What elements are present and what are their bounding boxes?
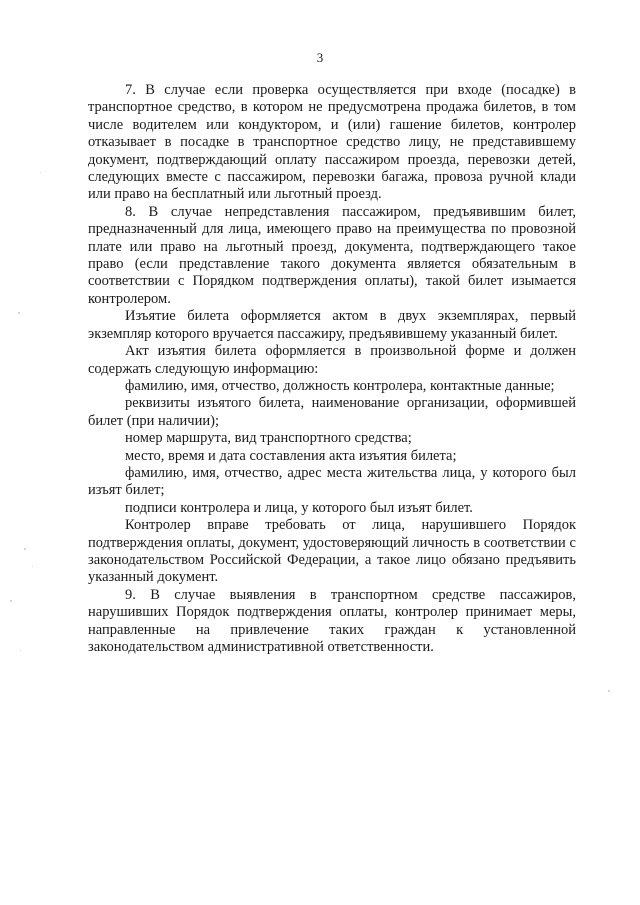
scan-speck: [10, 600, 12, 602]
scan-speck: [24, 548, 26, 550]
scan-speck: [18, 312, 20, 314]
scan-speck: [20, 650, 21, 651]
paragraph-9: 9. В случае выявления в транспортном средстве пассажиров, нарушивших Порядок подтверждения оплаты, контролер принимает меры, направленные на привлечение таких граждан к установленной законодательством административной ответственности.: [88, 586, 576, 655]
page-number: 3: [316, 50, 324, 65]
list-item: место, время и дата составления акта изъятия билета;: [125, 447, 457, 464]
paragraph-controller-rights: Контролер вправе требовать от лица, нарушившего Порядок подтверждения оплаты, документ, удостоверяющий личность в соответствии с законодательством Российской Федерации, а такое лицо обязано предъявить указанный документ.: [88, 517, 576, 586]
paragraph-ticket-seizure: Изъятие билета оформляется актом в двух экземплярах, первый экземпляр которого вручается пассажиру, предъявившему указанный билет.: [88, 308, 576, 342]
paragraph-7: 7. В случае если проверка осуществляется при входе (посадке) в транспортное средство, в котором не предусмотрена продажа билетов, в том числе водителем или кондуктором, и (или) гашение билетов, контролер отказывает в посадке в транспортное средство лицу, не представившему документ, подтверждающий оплату пассажиром проезда, перевозки детей, следующих вместе с пассажиром, перевозки багажа, провоза ручной клади или право на бесплатный или льготный проезд.: [88, 82, 576, 203]
scan-speck: [32, 566, 33, 567]
paragraph-act-content: Акт изъятия билета оформляется в произвольной форме и должен содержать следующую информацию:: [88, 343, 576, 377]
scan-speck: [608, 690, 610, 692]
paragraph-8: 8. В случае непредставления пассажиром, предъявившим билет, предназначенный для лица, имеющего право на преимущества по провозной плате или право на льготный проезд, документа, подтверждающего такое право (если представление такого документа является обязательным в соответствии с Порядком подтверждения оплаты), такой билет изымается контролером.: [88, 203, 576, 307]
list-item: номер маршрута, вид транспортного средства;: [125, 430, 412, 447]
list-item: фамилию, имя, отчество, должность контролера, контактные данные;: [125, 377, 555, 394]
list-item: подписи контролера и лица, у которого был изъят билет.: [125, 499, 473, 516]
scan-speck: [40, 172, 41, 173]
document-body: [88, 82, 576, 656]
list-item: фамилию, имя, отчество, адрес места жительства лица, у которого был изъят билет;: [88, 464, 576, 499]
list-item: реквизиты изъятого билета, наименование организации, оформившей билет (при наличии);: [88, 395, 576, 429]
